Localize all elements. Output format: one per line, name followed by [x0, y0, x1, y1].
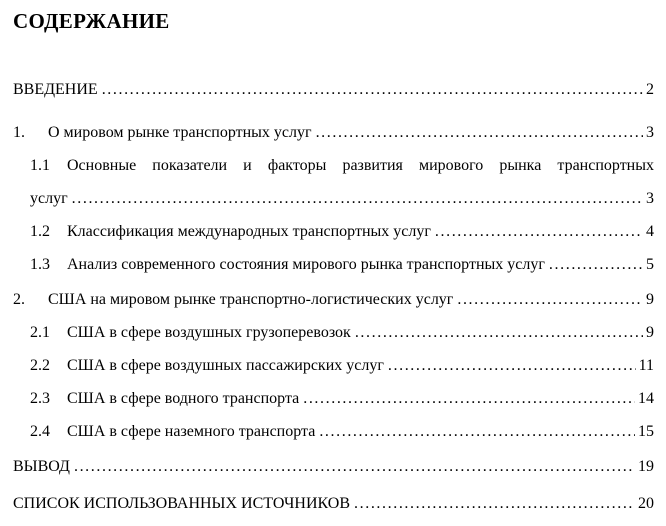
toc-entry-1[interactable] [13, 116, 654, 149]
toc-entry-2[interactable] [13, 283, 654, 316]
toc-entry-number: 2.3 [30, 390, 50, 407]
toc-page-number: 2 [646, 81, 654, 98]
toc-entry-label: США на мировом рынке транспортно-логистических услуг [48, 291, 454, 308]
toc-entry-number: 2.2 [30, 357, 50, 374]
toc-entry-label: США в сфере наземного транспорта [67, 423, 316, 440]
dot-leader [545, 248, 643, 281]
toc-entry-introduction[interactable] [13, 73, 654, 106]
toc-entry-label: Классификация международных транспортных услуг [67, 223, 431, 240]
toc-entry-1-2[interactable] [13, 215, 654, 248]
dot-leader [315, 415, 635, 448]
toc-entry-1-3[interactable] [13, 248, 654, 281]
dot-leader [68, 182, 643, 215]
toc-entry-label: Анализ современного состояния мирового рынка транспортных услуг [67, 256, 545, 273]
toc-entry-label: О мировом рынке транспортных услуг [48, 124, 312, 141]
dot-leader [453, 283, 643, 316]
toc-entry-label: услуг [30, 190, 68, 207]
toc-page-number: 15 [638, 423, 654, 440]
toc-entry-number: 1.3 [30, 256, 50, 273]
toc-entry-label: СПИСОК ИСПОЛЬЗОВАННЫХ ИСТОЧНИКОВ [13, 495, 351, 512]
dot-leader [350, 487, 635, 520]
dot-leader [384, 349, 636, 382]
toc-page-number: 9 [646, 324, 654, 341]
toc-page-number: 20 [638, 495, 654, 512]
toc-entry-label: ВВЕДЕНИЕ [13, 81, 98, 98]
toc-page-number: 9 [646, 291, 654, 308]
toc-entry-label: ВЫВОД [13, 458, 70, 475]
page-title: СОДЕРЖАНИЕ [13, 9, 170, 33]
toc-entry-label: США в сфере водного транспорта [67, 390, 300, 407]
toc-entry-number: 2.4 [30, 423, 50, 440]
toc-entry-label: США в сфере воздушных грузоперевозок [67, 324, 351, 341]
table-of-contents [13, 73, 654, 520]
dot-leader [98, 73, 643, 106]
toc-entry-2-3[interactable] [13, 382, 654, 415]
dot-leader [431, 215, 643, 248]
toc-page-number: 3 [646, 190, 654, 207]
toc-entry-conclusion[interactable] [13, 450, 654, 483]
toc-entry-1-1[interactable] [13, 149, 654, 182]
toc-entry-number: 1. [13, 124, 25, 141]
toc-page-number: 4 [646, 223, 654, 240]
toc-entry-2-2[interactable] [13, 349, 654, 382]
toc-page-number: 19 [638, 458, 654, 475]
toc-page-number: 14 [638, 390, 654, 407]
toc-page-number: 3 [646, 124, 654, 141]
toc-entry-number: 1.1 [30, 157, 50, 174]
toc-entry-2-1[interactable] [13, 316, 654, 349]
toc-page-number: 5 [646, 256, 654, 273]
toc-entry-label: США в сфере воздушных пассажирских услуг [67, 357, 384, 374]
toc-entry-number: 2.1 [30, 324, 50, 341]
toc-entry-number: 1.2 [30, 223, 50, 240]
toc-entry-2-4[interactable] [13, 415, 654, 448]
dot-leader [351, 316, 643, 349]
dot-leader [312, 116, 643, 149]
dot-leader [70, 450, 635, 483]
toc-entry-1-1-continued[interactable] [13, 182, 654, 215]
toc-page-number: 11 [638, 357, 654, 374]
dot-leader [299, 382, 635, 415]
toc-entry-references[interactable] [13, 487, 654, 520]
toc-entry-label: Основные показатели и факторы развития мирового рынка транспортных [67, 157, 654, 174]
toc-entry-number: 2. [13, 291, 25, 308]
